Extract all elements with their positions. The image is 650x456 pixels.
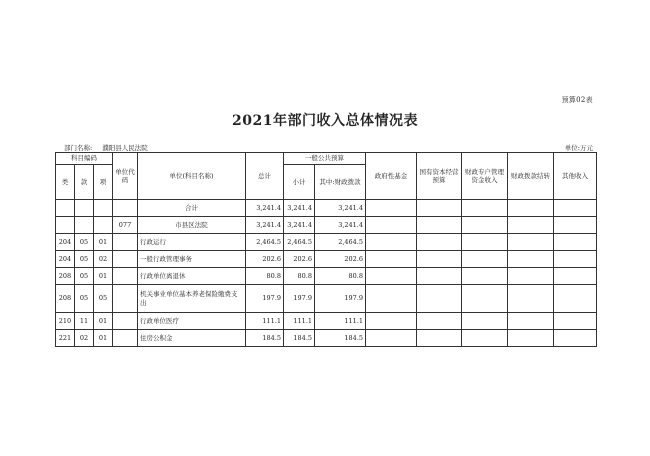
cell-subtotal: 80.8 xyxy=(284,268,315,285)
department-line xyxy=(64,143,148,152)
cell-subtotal: 3,241.4 xyxy=(284,200,315,217)
header-unit-name: 单位(科目名称) xyxy=(138,153,246,200)
table-row xyxy=(56,234,597,251)
cell-carryover xyxy=(508,200,554,217)
cell-subtotal: 202.6 xyxy=(284,251,315,268)
table-row xyxy=(56,330,597,347)
cell-total: 3,241.4 xyxy=(246,200,284,217)
cell-unit-name: 行政运行 xyxy=(138,234,246,251)
header-subject-code: 科目编码 xyxy=(56,153,113,165)
cell-subtotal: 111.1 xyxy=(284,313,315,330)
cell-unit-code: 077 xyxy=(113,217,138,234)
cell-fiscal: 2,464.5 xyxy=(315,234,366,251)
header-carryover: 财政拨款结转 xyxy=(508,153,554,200)
cell-other xyxy=(554,217,597,234)
cell-other xyxy=(554,251,597,268)
cell-total: 3,241.4 xyxy=(246,217,284,234)
cell-special xyxy=(462,268,508,285)
cell-unit-code xyxy=(113,200,138,217)
cell-unit-code xyxy=(113,285,138,313)
cell-gov-fund xyxy=(366,200,417,217)
income-table xyxy=(55,152,597,347)
cell-total: 2,464.5 xyxy=(246,234,284,251)
cell-special xyxy=(462,330,508,347)
cell-state-capital xyxy=(417,217,462,234)
cell-gov-fund xyxy=(366,330,417,347)
cell-xiang xyxy=(94,217,113,234)
cell-unit-name: 合计 xyxy=(138,200,246,217)
cell-other xyxy=(554,268,597,285)
cell-fiscal: 202.6 xyxy=(315,251,366,268)
cell-unit-name: 行政单位离退休 xyxy=(138,268,246,285)
cell-gov-fund xyxy=(366,251,417,268)
cell-unit-code xyxy=(113,251,138,268)
cell-total: 197.9 xyxy=(246,285,284,313)
cell-special xyxy=(462,285,508,313)
department-value: 濮阳县人民法院 xyxy=(102,144,148,152)
header-fiscal-allocation: 其中:财政拨款 xyxy=(315,165,366,200)
cell-xiang: 01 xyxy=(94,313,113,330)
cell-carryover xyxy=(508,268,554,285)
cell-unit-name: 行政单位医疗 xyxy=(138,313,246,330)
cell-carryover xyxy=(508,285,554,313)
cell-lei: 204 xyxy=(56,234,75,251)
cell-carryover xyxy=(508,217,554,234)
cell-unit-name: 市县区法院 xyxy=(138,217,246,234)
cell-kuan xyxy=(75,200,94,217)
cell-fiscal: 80.8 xyxy=(315,268,366,285)
cell-carryover xyxy=(508,330,554,347)
cell-lei: 208 xyxy=(56,285,75,313)
header-lei: 类 xyxy=(56,165,75,200)
cell-unit-code xyxy=(113,330,138,347)
cell-fiscal: 197.9 xyxy=(315,285,366,313)
header-special-account: 财政专户管理资金收入 xyxy=(462,153,508,200)
header-row-1 xyxy=(56,153,597,165)
cell-unit-code xyxy=(113,268,138,285)
header-gov-fund: 政府性基金 xyxy=(366,153,417,200)
department-label: 部门名称: xyxy=(64,144,93,152)
cell-subtotal: 3,241.4 xyxy=(284,217,315,234)
cell-gov-fund xyxy=(366,268,417,285)
cell-kuan: 05 xyxy=(75,251,94,268)
cell-state-capital xyxy=(417,234,462,251)
cell-special xyxy=(462,313,508,330)
cell-unit-code xyxy=(113,313,138,330)
cell-fiscal: 184.5 xyxy=(315,330,366,347)
cell-gov-fund xyxy=(366,217,417,234)
table-row xyxy=(56,217,597,234)
cell-lei: 221 xyxy=(56,330,75,347)
cell-xiang: 02 xyxy=(94,251,113,268)
cell-other xyxy=(554,330,597,347)
cell-other xyxy=(554,313,597,330)
cell-carryover xyxy=(508,313,554,330)
cell-kuan: 05 xyxy=(75,268,94,285)
cell-kuan: 05 xyxy=(75,234,94,251)
cell-total: 184.5 xyxy=(246,330,284,347)
cell-subtotal: 2,464.5 xyxy=(284,234,315,251)
table-row xyxy=(56,285,597,313)
cell-carryover xyxy=(508,234,554,251)
header-kuan: 款 xyxy=(75,165,94,200)
table-row xyxy=(56,251,597,268)
cell-subtotal: 197.9 xyxy=(284,285,315,313)
cell-kuan xyxy=(75,217,94,234)
cell-lei xyxy=(56,200,75,217)
cell-lei: 208 xyxy=(56,268,75,285)
cell-fiscal: 3,241.4 xyxy=(315,217,366,234)
table-row xyxy=(56,313,597,330)
cell-xiang: 01 xyxy=(94,234,113,251)
cell-unit-name: 机关事业单位基本养老保险缴费支出 xyxy=(138,285,246,313)
header-unit-code: 单位代码 xyxy=(113,153,138,200)
header-xiang: 项 xyxy=(94,165,113,200)
table-row xyxy=(56,200,597,217)
page-title: 2021年部门收入总体情况表 xyxy=(232,113,418,129)
cell-unit-name: 一般行政管理事务 xyxy=(138,251,246,268)
cell-fiscal: 3,241.4 xyxy=(315,200,366,217)
cell-special xyxy=(462,251,508,268)
cell-lei: 210 xyxy=(56,313,75,330)
cell-fiscal: 111.1 xyxy=(315,313,366,330)
cell-other xyxy=(554,200,597,217)
header-other-income: 其他收入 xyxy=(554,153,597,200)
cell-other xyxy=(554,234,597,251)
cell-state-capital xyxy=(417,330,462,347)
unit-label: 单位:万元 xyxy=(564,144,593,152)
header-state-capital: 国有资本经营预算 xyxy=(417,153,462,200)
cell-kuan: 11 xyxy=(75,313,94,330)
cell-state-capital xyxy=(417,268,462,285)
cell-carryover xyxy=(508,251,554,268)
header-general-budget: 一般公共预算 xyxy=(284,153,366,165)
cell-state-capital xyxy=(417,251,462,268)
cell-state-capital xyxy=(417,200,462,217)
header-total: 总计 xyxy=(246,153,284,200)
form-number: 预算02表 xyxy=(561,96,593,104)
cell-lei: 204 xyxy=(56,251,75,268)
cell-total: 202.6 xyxy=(246,251,284,268)
cell-xiang: 05 xyxy=(94,285,113,313)
cell-xiang: 01 xyxy=(94,330,113,347)
header-subtotal: 小计 xyxy=(284,165,315,200)
cell-gov-fund xyxy=(366,234,417,251)
cell-xiang: 01 xyxy=(94,268,113,285)
cell-state-capital xyxy=(417,285,462,313)
cell-other xyxy=(554,285,597,313)
cell-kuan: 02 xyxy=(75,330,94,347)
cell-gov-fund xyxy=(366,285,417,313)
cell-gov-fund xyxy=(366,313,417,330)
cell-kuan: 05 xyxy=(75,285,94,313)
table-row xyxy=(56,268,597,285)
cell-total: 80.8 xyxy=(246,268,284,285)
cell-xiang xyxy=(94,200,113,217)
cell-unit-code xyxy=(113,234,138,251)
cell-total: 111.1 xyxy=(246,313,284,330)
cell-special xyxy=(462,234,508,251)
cell-special xyxy=(462,200,508,217)
cell-state-capital xyxy=(417,313,462,330)
cell-lei xyxy=(56,217,75,234)
cell-unit-name: 住房公积金 xyxy=(138,330,246,347)
cell-subtotal: 184.5 xyxy=(284,330,315,347)
cell-special xyxy=(462,217,508,234)
